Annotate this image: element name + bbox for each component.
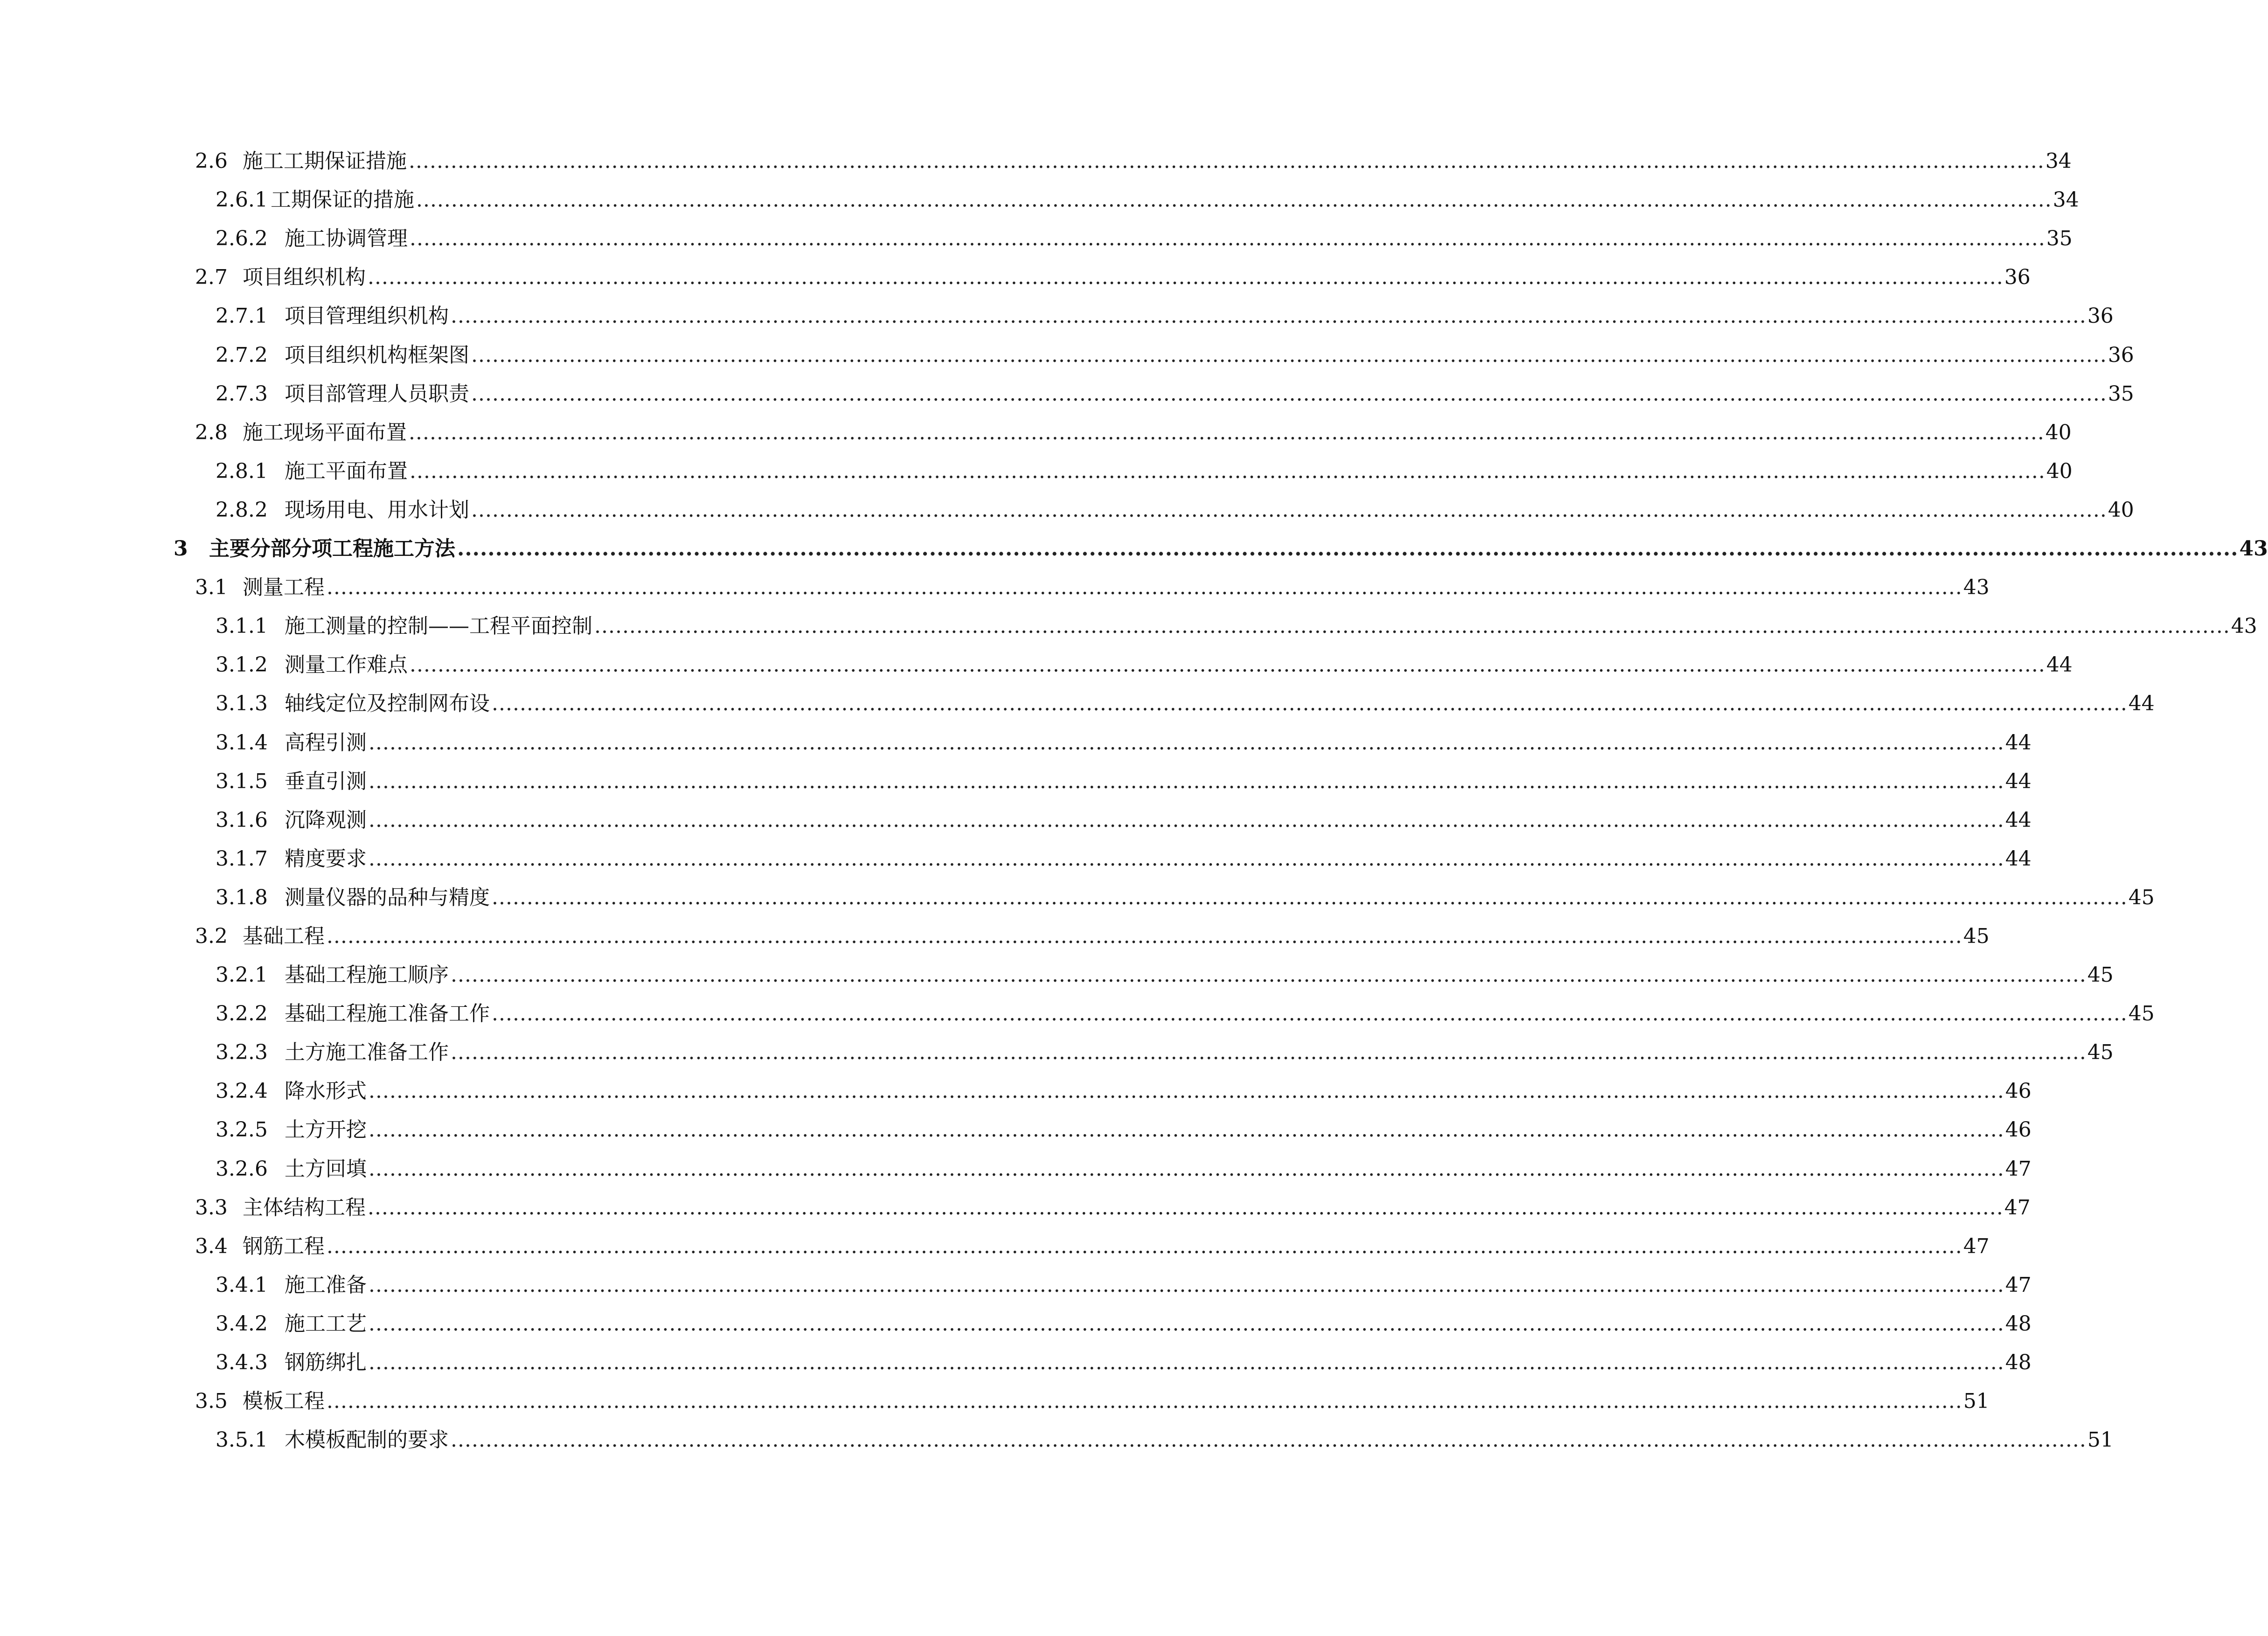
toc-entry-number: 3.4.2 [216, 1311, 268, 1336]
toc-entry-page-number: 47 [2004, 1195, 2031, 1220]
toc-entry-number: 2.7.3 [216, 381, 268, 406]
toc-entry-number: 3.1.7 [216, 846, 268, 871]
toc-entry[interactable] [0, 298, 2114, 337]
toc-entry-number: 3 [174, 537, 188, 561]
toc-dot-leader: .......................................................................................................................................................................................................................................... [410, 459, 2045, 483]
toc-entry-number: 3.5 [195, 1389, 228, 1414]
toc-entry-page-number: 45 [2087, 963, 2114, 987]
toc-dot-leader: .......................................................................................................................................................................................................................................... [327, 1389, 1962, 1414]
toc-entry[interactable] [0, 1345, 2031, 1384]
toc-entry-number: 2.7.1 [216, 304, 268, 328]
toc-entry-number: 3.5.1 [216, 1428, 268, 1452]
toc-entry-number: 2.8 [195, 420, 228, 444]
toc-entry-title: 木模板配制的要求 [285, 1428, 449, 1452]
toc-entry-title: 高程引测 [285, 730, 367, 755]
toc-entry[interactable] [0, 182, 2079, 221]
toc-entry-page-number: 48 [2005, 1311, 2031, 1336]
toc-entry-title: 基础工程施工顺序 [285, 963, 449, 987]
table-of-contents [0, 144, 2268, 1461]
toc-dot-leader: .......................................................................................................................................................................................................................................... [369, 1351, 2004, 1374]
toc-entry-title: 施工工艺 [285, 1311, 367, 1336]
toc-entry-title: 项目部管理人员职责 [285, 381, 469, 406]
toc-entry[interactable] [0, 1151, 2031, 1190]
toc-entry-title: 测量仪器的品种与精度 [285, 885, 490, 909]
toc-dot-leader: .......................................................................................................................................................................................................................................... [471, 381, 2107, 406]
toc-entry[interactable] [0, 415, 2072, 454]
toc-entry[interactable] [0, 221, 2073, 260]
toc-entry-title: 现场用电、用水计划 [285, 498, 469, 522]
toc-entry-page-number: 40 [2045, 420, 2072, 444]
toc-entry-title: 钢筋工程 [243, 1234, 325, 1258]
toc-entry[interactable] [0, 454, 2073, 492]
toc-dot-leader: .......................................................................................................................................................................................................................................... [492, 885, 2128, 909]
toc-entry[interactable] [0, 841, 2031, 880]
toc-entry-page-number: 44 [2005, 769, 2031, 793]
toc-entry-title: 施工协调管理 [285, 227, 408, 251]
toc-entry-number: 3.2.3 [216, 1040, 268, 1065]
toc-entry[interactable] [0, 570, 1990, 609]
toc-dot-leader: .......................................................................................................................................................................................................................................... [416, 188, 2052, 212]
toc-entry-page-number: 44 [2005, 808, 2031, 832]
toc-entry[interactable] [0, 919, 1990, 957]
toc-entry-page-number: 36 [2087, 304, 2114, 328]
toc-entry-number: 3.1.2 [216, 653, 268, 677]
toc-entry-page-number: 43 [1963, 575, 1990, 600]
toc-entry-title: 轴线定位及控制网布设 [285, 692, 490, 716]
toc-dot-leader: .......................................................................................................................................................................................................................................... [451, 1040, 2087, 1065]
toc-entry-number: 2.6.1 [216, 188, 268, 212]
toc-entry-page-number: 44 [2005, 846, 2031, 871]
toc-entry[interactable] [0, 144, 2072, 182]
toc-entry[interactable] [0, 647, 2073, 686]
toc-entry-title: 钢筋绑扎 [285, 1351, 367, 1374]
toc-entry-page-number: 36 [2004, 265, 2031, 290]
toc-entry-number: 3.2.6 [216, 1157, 268, 1181]
toc-entry-title: 精度要求 [285, 846, 367, 871]
toc-entry-title: 主体结构工程 [243, 1195, 366, 1220]
toc-entry-number: 3.4.1 [216, 1273, 268, 1297]
toc-entry-page-number: 44 [2005, 730, 2031, 755]
toc-dot-leader: .......................................................................................................................................................................................................................................... [451, 304, 2087, 328]
toc-entry-title: 施工平面布置 [285, 459, 408, 483]
toc-entry-number: 3.4.3 [216, 1351, 268, 1374]
toc-dot-leader: .......................................................................................................................................................................................................................................... [410, 653, 2045, 677]
toc-entry-number: 2.8.2 [216, 498, 268, 522]
toc-entry-title: 沉降观测 [285, 808, 367, 832]
toc-entry[interactable] [0, 880, 2155, 919]
toc-entry[interactable] [0, 996, 2155, 1035]
toc-entry-number: 3.1.1 [216, 614, 268, 638]
toc-dot-leader: .......................................................................................................................................................................................................................................... [369, 1118, 2004, 1142]
toc-entry-number: 3.4 [195, 1234, 228, 1258]
toc-entry[interactable] [0, 1384, 1990, 1422]
toc-dot-leader: .......................................................................................................................................................................................................................................... [457, 537, 2239, 561]
toc-entry-number: 3.1.5 [216, 769, 268, 793]
toc-entry-title: 模板工程 [243, 1389, 325, 1414]
toc-entry-number: 3.1.4 [216, 730, 268, 755]
toc-entry-number: 2.7 [195, 265, 228, 290]
toc-entry-page-number: 45 [2087, 1040, 2114, 1065]
toc-dot-leader: .......................................................................................................................................................................................................................................... [492, 692, 2128, 716]
toc-entry-page-number: 46 [2005, 1118, 2031, 1142]
toc-entry-page-number: 47 [2005, 1273, 2031, 1297]
toc-entry[interactable] [0, 803, 2031, 841]
toc-entry-page-number: 47 [2005, 1157, 2031, 1181]
toc-entry-number: 3.2.1 [216, 963, 268, 987]
toc-dot-leader: .......................................................................................................................................................................................................................................... [369, 846, 2004, 871]
toc-dot-leader: .......................................................................................................................................................................................................................................... [369, 808, 2004, 832]
toc-entry-title: 降水形式 [285, 1079, 367, 1103]
toc-entry-number: 2.8.1 [216, 459, 268, 483]
toc-entry[interactable] [0, 1306, 2031, 1345]
toc-entry[interactable] [0, 531, 2268, 570]
toc-dot-leader: .......................................................................................................................................................................................................................................... [368, 265, 2004, 290]
toc-dot-leader: .......................................................................................................................................................................................................................................... [369, 1273, 2004, 1297]
toc-entry-page-number: 36 [2108, 343, 2134, 367]
toc-dot-leader: .......................................................................................................................................................................................................................................... [368, 1195, 2004, 1220]
toc-entry-page-number: 45 [1963, 924, 1990, 948]
toc-entry[interactable] [0, 725, 2031, 763]
toc-entry-page-number: 51 [2087, 1428, 2114, 1452]
toc-entry[interactable] [0, 609, 2257, 647]
toc-entry-page-number: 40 [2046, 459, 2073, 483]
toc-dot-leader: .......................................................................................................................................................................................................................................... [492, 1002, 2128, 1026]
toc-dot-leader: .......................................................................................................................................................................................................................................... [471, 343, 2107, 367]
toc-entry-number: 2.6 [195, 149, 228, 173]
toc-entry-title: 项目组织机构 [243, 265, 366, 290]
toc-entry-page-number: 35 [2108, 381, 2134, 406]
toc-entry-number: 3.1 [195, 575, 228, 600]
toc-dot-leader: .......................................................................................................................................................................................................................................... [409, 420, 2045, 444]
toc-dot-leader: .......................................................................................................................................................................................................................................... [327, 924, 1962, 948]
toc-entry-number: 2.7.2 [216, 343, 268, 367]
toc-dot-leader: .......................................................................................................................................................................................................................................... [327, 575, 1962, 600]
toc-entry-page-number: 45 [2128, 885, 2155, 909]
toc-entry-number: 2.6.2 [216, 227, 268, 251]
toc-entry[interactable] [0, 337, 2134, 376]
toc-entry-page-number: 48 [2005, 1351, 2031, 1374]
toc-entry[interactable] [0, 1112, 2031, 1151]
toc-dot-leader: .......................................................................................................................................................................................................................................... [594, 614, 2230, 638]
toc-entry-title: 施工准备 [285, 1273, 367, 1297]
toc-entry-page-number: 35 [2046, 227, 2073, 251]
toc-entry-page-number: 51 [1963, 1389, 1990, 1414]
toc-entry[interactable] [0, 1190, 2031, 1229]
toc-entry-page-number: 44 [2128, 692, 2155, 716]
toc-entry-number: 3.2 [195, 924, 228, 948]
toc-entry-number: 3.1.8 [216, 885, 268, 909]
toc-entry-title: 工期保证的措施 [270, 188, 414, 212]
toc-dot-leader: .......................................................................................................................................................................................................................................... [327, 1234, 1962, 1258]
toc-entry-page-number: 34 [2052, 188, 2079, 212]
toc-dot-leader: .......................................................................................................................................................................................................................................... [369, 769, 2004, 793]
toc-entry-number: 3.1.6 [216, 808, 268, 832]
toc-entry-title: 土方施工准备工作 [285, 1040, 449, 1065]
toc-entry-number: 3.2.2 [216, 1002, 268, 1026]
toc-entry-title: 项目管理组织机构 [285, 304, 449, 328]
toc-entry-title: 施工现场平面布置 [243, 420, 407, 444]
toc-entry[interactable] [0, 1422, 2114, 1461]
toc-entry-title: 主要分部分项工程施工方法 [209, 537, 455, 561]
toc-entry-page-number: 44 [2046, 653, 2073, 677]
toc-entry-title: 测量工作难点 [285, 653, 408, 677]
toc-dot-leader: .......................................................................................................................................................................................................................................... [369, 1311, 2004, 1336]
toc-entry-number: 3.2.5 [216, 1118, 268, 1142]
toc-dot-leader: .......................................................................................................................................................................................................................................... [409, 149, 2045, 173]
toc-entry-number: 3.3 [195, 1195, 228, 1220]
toc-entry-page-number: 43 [2231, 614, 2257, 638]
toc-entry[interactable] [0, 1268, 2031, 1306]
toc-entry-title: 垂直引测 [285, 769, 367, 793]
toc-entry-number: 3.1.3 [216, 692, 268, 716]
toc-entry-title: 土方开挖 [285, 1118, 367, 1142]
toc-entry[interactable] [0, 1035, 2114, 1074]
toc-entry[interactable] [0, 376, 2134, 415]
toc-entry[interactable] [0, 686, 2155, 725]
toc-entry-title: 土方回填 [285, 1157, 367, 1181]
toc-entry-number: 3.2.4 [216, 1079, 268, 1103]
toc-entry[interactable] [0, 1229, 1990, 1268]
toc-dot-leader: .......................................................................................................................................................................................................................................... [451, 963, 2087, 987]
toc-dot-leader: .......................................................................................................................................................................................................................................... [369, 730, 2004, 755]
toc-entry[interactable] [0, 764, 2031, 803]
toc-entry[interactable] [0, 492, 2134, 531]
toc-entry-page-number: 47 [1963, 1234, 1990, 1258]
toc-entry-title: 施工测量的控制——工程平面控制 [285, 614, 592, 638]
toc-entry-title: 项目组织机构框架图 [285, 343, 469, 367]
toc-entry-title: 基础工程 [243, 924, 325, 948]
toc-entry-page-number: 40 [2108, 498, 2134, 522]
toc-entry[interactable] [0, 260, 2031, 298]
toc-entry[interactable] [0, 1074, 2031, 1112]
toc-entry-page-number: 34 [2045, 149, 2072, 173]
toc-entry-page-number: 46 [2005, 1079, 2031, 1103]
toc-dot-leader: .......................................................................................................................................................................................................................................... [369, 1079, 2004, 1103]
toc-entry-page-number: 45 [2128, 1002, 2155, 1026]
toc-entry-title: 施工工期保证措施 [243, 149, 407, 173]
toc-entry[interactable] [0, 957, 2114, 996]
toc-dot-leader: .......................................................................................................................................................................................................................................... [471, 498, 2107, 522]
toc-entry-page-number: 43 [2239, 537, 2268, 561]
toc-entry-title: 基础工程施工准备工作 [285, 1002, 490, 1026]
toc-dot-leader: .......................................................................................................................................................................................................................................... [369, 1157, 2004, 1181]
toc-dot-leader: .......................................................................................................................................................................................................................................... [451, 1428, 2087, 1452]
toc-dot-leader: .......................................................................................................................................................................................................................................... [410, 227, 2045, 251]
toc-entry-title: 测量工程 [243, 575, 325, 600]
